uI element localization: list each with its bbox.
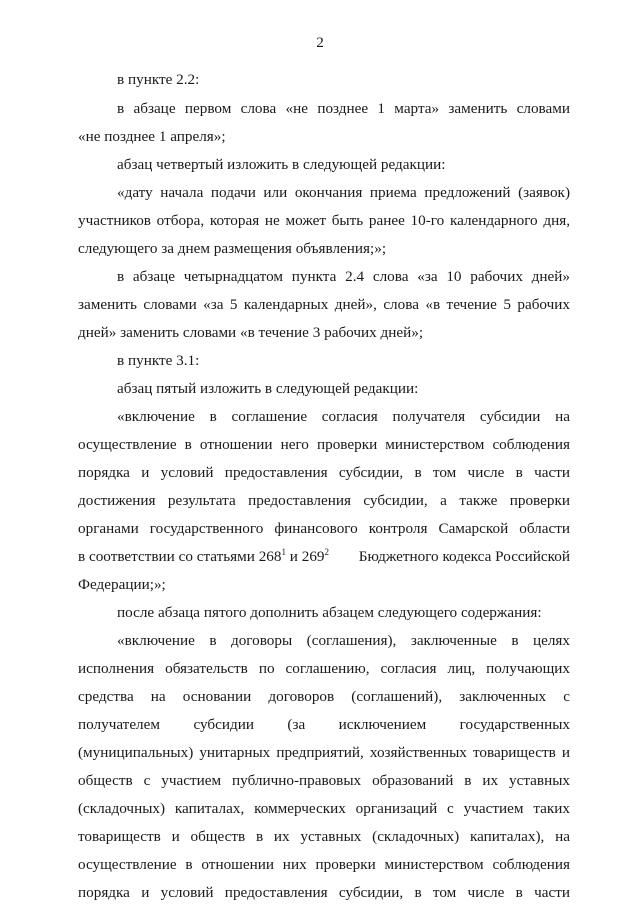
text-line: получателем субсидии (за исключением государственных [78, 716, 570, 733]
text-line: осуществление в отношении них проверки министерством соблюдения [78, 856, 570, 873]
text-line: дней» заменить словами «в течение 3 рабочих дней»; [78, 324, 424, 341]
article-reference: в соответствии со статьями $268^1$ и $269^2$ [78, 546, 330, 565]
text-line: абзац пятый изложить в следующей редакции: [117, 380, 419, 397]
text-line: «включение в соглашение согласия получателя субсидии на [117, 408, 570, 425]
text-line: Федерации;»; [78, 576, 166, 593]
text-line: абзац четвертый изложить в следующей редакции: [117, 156, 446, 173]
text-line: достижения результата предоставления субсидии, а также проверки [78, 492, 570, 509]
text-line: порядка и условий предоставления субсидии, в том числе в части [78, 884, 570, 901]
text-line: в пункте 2.2: [117, 71, 200, 88]
text-line: в пункте 3.1: [117, 352, 200, 369]
text-line: исполнения обязательств по соглашению, согласия лиц, получающих [78, 660, 570, 677]
text-line: в абзаце первом слова «не позднее 1 марта» заменить словами [117, 100, 570, 117]
page-number: 2 [316, 34, 324, 51]
text-line: следующего за днем размещения объявления;»; [78, 240, 387, 257]
text-line: порядка и условий предоставления субсидии, в том числе в части [78, 464, 570, 481]
text-line: в абзаце четырнадцатом пункта 2.4 слова «за 10 рабочих дней» [117, 268, 570, 285]
text-line: (муниципальных) унитарных предприятий, хозяйственных товариществ и [78, 744, 570, 761]
text-line: после абзаца пятого дополнить абзацем следующего содержания: [117, 604, 542, 621]
text-line: заменить словами «за 5 календарных дней», слова «в течение 5 рабочих [78, 296, 570, 313]
text-line: (складочных) капиталах, коммерческих организаций с участием таких [78, 800, 570, 817]
text-line: осуществление в отношении него проверки министерством соблюдения [78, 436, 570, 453]
text-line: «не позднее 1 апреля»; [78, 128, 226, 145]
text-line: товариществ и обществ в их уставных (складочных) капиталах), на [78, 828, 570, 845]
text-line: органами государственного финансового контроля Самарской области [78, 520, 570, 537]
text-line: обществ с участием публично-правовых образований в их уставных [78, 772, 570, 789]
text-line: средства на основании договоров (соглашений), заключенных с [78, 688, 570, 705]
text-line: участников отбора, которая не может быть ранее 10-го календарного дня, [78, 212, 570, 229]
text-line: Бюджетного кодекса Российской [358, 548, 570, 565]
text-line: «дату начала подачи или окончания приема предложений (заявок) [117, 184, 570, 201]
text-line: «включение в договоры (соглашения), заключенные в целях [117, 632, 570, 649]
